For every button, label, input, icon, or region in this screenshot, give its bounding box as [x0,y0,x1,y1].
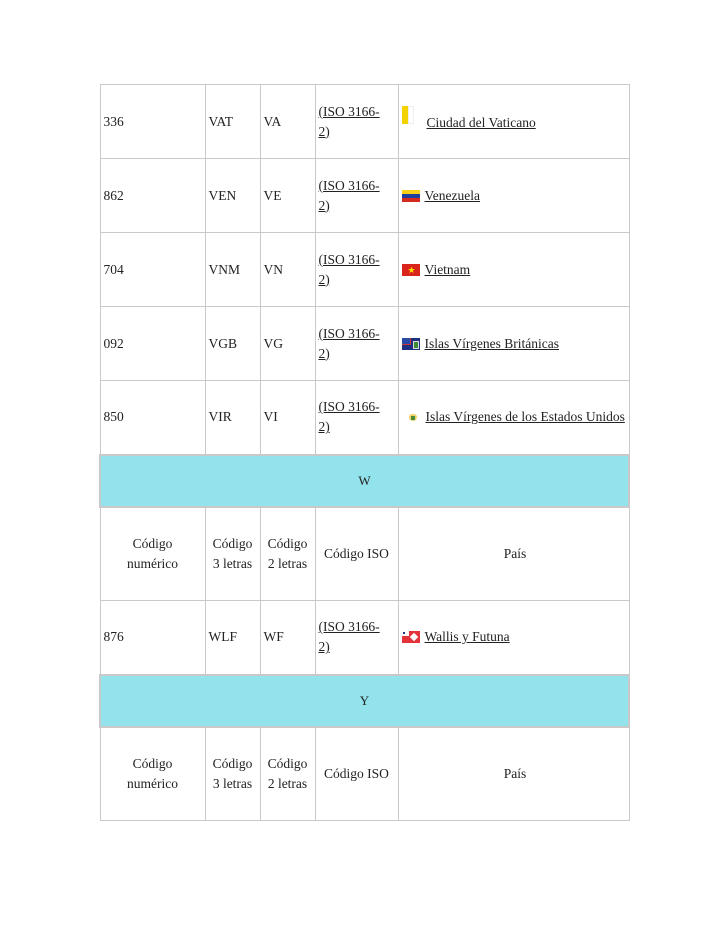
numeric-code: 336 [100,85,205,159]
vietnam-flag-icon: ★ [402,264,420,276]
table-row [100,381,629,455]
alpha2-code: WF [260,601,315,675]
table-row [100,307,629,381]
table-row [100,233,629,307]
header-iso: Código ISO [315,507,398,601]
header-alpha3: Código 3 letras [205,727,260,821]
section-header-w [100,455,629,507]
column-header-row [100,507,629,601]
iso-cell [315,307,398,381]
iso-3166-2-link[interactable]: (ISO 3166-2) [318,399,380,435]
iso-3166-2-link[interactable]: (ISO 3166-2) [318,325,380,361]
country-link[interactable]: Venezuela [424,187,480,203]
country-link[interactable]: Vietnam [424,261,471,277]
country-cell [398,85,629,159]
header-country: País [398,507,629,601]
iso-country-table [99,84,630,821]
alpha2-code: VN [260,233,315,307]
venezuela-flag-icon [402,190,420,202]
alpha3-code: VIR [205,381,260,455]
alpha2-code: VA [260,85,315,159]
section-header-y [100,675,629,727]
header-numeric-code: Código numérico [100,727,205,821]
header-alpha2: Código 2 letras [260,727,315,821]
iso-cell [315,381,398,455]
iso-3166-2-link[interactable]: (ISO 3166-2) [318,103,380,139]
column-header-row [100,727,629,821]
alpha3-code: VAT [205,85,260,159]
header-alpha2: Código 2 letras [260,507,315,601]
numeric-code: 092 [100,307,205,381]
iso-cell [315,601,398,675]
wallis-futuna-flag-icon [402,631,420,643]
country-link[interactable]: Islas Vírgenes Británicas [424,335,559,351]
country-link[interactable]: Wallis y Futuna [424,629,510,645]
alpha3-code: VEN [205,159,260,233]
vatican-flag-icon [402,106,414,124]
country-link[interactable]: Ciudad del Vaticano [426,114,536,130]
table-row [100,601,629,675]
alpha2-code: VI [260,381,315,455]
alpha2-code: VG [260,307,315,381]
iso-cell [315,159,398,233]
iso-cell [315,85,398,159]
iso-3166-2-link[interactable]: (ISO 3166-2) [318,177,380,213]
header-country: País [398,727,629,821]
table-row [100,85,629,159]
country-link[interactable]: Islas Vírgenes de los Estados Unidos [425,409,625,425]
numeric-code: 876 [100,601,205,675]
alpha3-code: WLF [205,601,260,675]
numeric-code: 850 [100,381,205,455]
header-numeric-code: Código numérico [100,507,205,601]
header-iso: Código ISO [315,727,398,821]
country-cell [398,159,629,233]
alpha3-code: VNM [205,233,260,307]
alpha3-code: VGB [205,307,260,381]
table-row [100,159,629,233]
section-letter: Y [100,675,629,727]
section-letter: W [100,455,629,507]
usvi-flag-icon [404,412,422,424]
country-cell [398,307,629,381]
country-cell [398,381,629,455]
alpha2-code: VE [260,159,315,233]
country-cell [398,601,629,675]
iso-3166-2-link[interactable]: (ISO 3166-2) [318,619,380,655]
header-alpha3: Código 3 letras [205,507,260,601]
numeric-code: 862 [100,159,205,233]
iso-3166-2-link[interactable]: (ISO 3166-2) [318,251,380,287]
numeric-code: 704 [100,233,205,307]
iso-cell [315,233,398,307]
country-cell [398,233,629,307]
bvi-flag-icon [402,338,420,350]
